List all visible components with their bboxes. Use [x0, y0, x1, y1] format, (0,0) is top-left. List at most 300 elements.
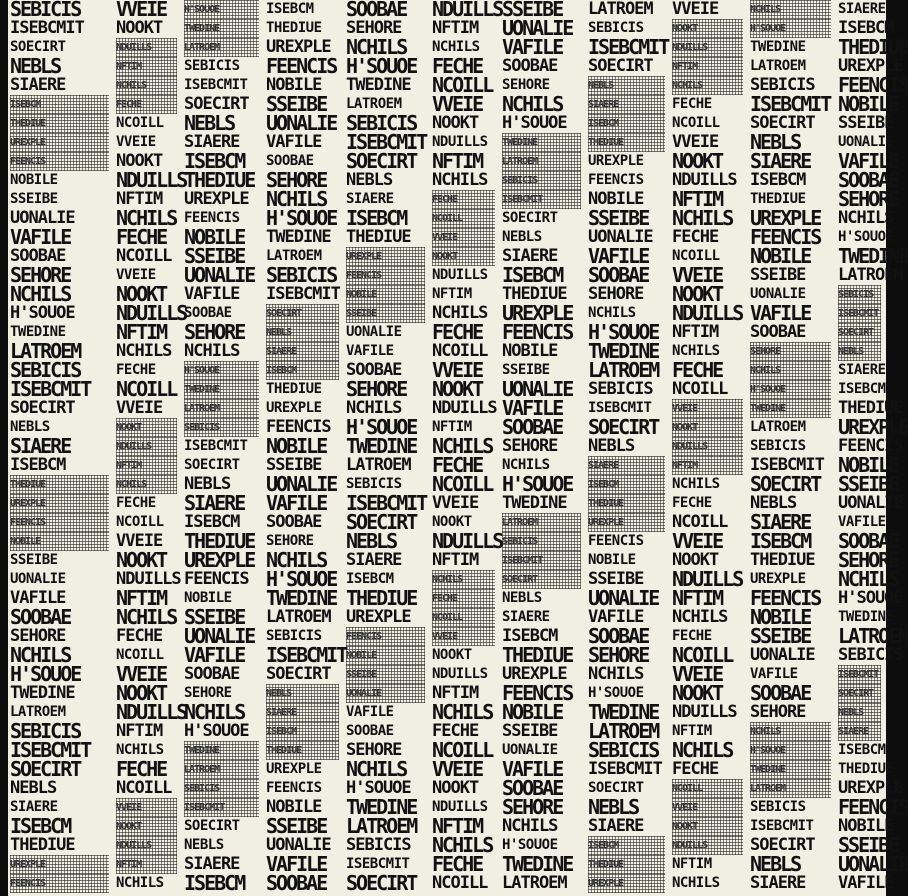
pattern-line: ISEBCM [10, 95, 109, 114]
pattern-line: ISEBCMIT [588, 400, 652, 416]
pattern-line: SEBICIS [184, 418, 259, 437]
pattern-line: NOOKT [116, 18, 163, 38]
pattern-line: SOECIRT [750, 472, 821, 496]
pattern-line: UONALIE [10, 571, 66, 587]
pattern-line: UONALIE [346, 324, 402, 340]
pattern-line: NDUILLS [432, 398, 497, 418]
pattern-line: NCOILL [432, 341, 488, 361]
pattern-line: VVEIE [116, 798, 177, 817]
pattern-line: SIAERE [10, 75, 66, 95]
pattern-line: UREXPLE [502, 301, 573, 325]
pattern-line: FEENCIS [346, 266, 425, 285]
pattern-line: TWEDINE [588, 339, 659, 363]
pattern-line: NOBILE [838, 453, 899, 477]
pattern-line: SOOBAE [184, 305, 232, 321]
pattern-line: SSEIBE [588, 569, 644, 589]
pattern-line: NFTIM [432, 683, 479, 703]
pattern-line: TWEDINE [266, 586, 337, 610]
pattern-line: NOOKT [432, 778, 479, 798]
pattern-line: FEENCIS [838, 436, 903, 456]
pattern-line: VAFILE [10, 588, 66, 608]
pattern-line: NFTIM [672, 456, 743, 475]
pattern-line: FEENCIS [838, 73, 908, 97]
pattern-line: ISEBCM [184, 871, 245, 895]
pattern-line: SEBICIS [346, 476, 402, 492]
text-column-4 [264, 0, 347, 896]
pattern-line: THEDIUE [10, 475, 109, 494]
pattern-line: TWEDINE [502, 493, 567, 513]
pattern-line: NCOILL [672, 779, 743, 798]
pattern-line: SOECIRT [588, 780, 644, 796]
pattern-line: NOBILE [10, 172, 58, 188]
pattern-line: FECHE [116, 95, 177, 114]
pattern-line: ISEBCM [346, 206, 407, 230]
pattern-line: SOOBAE [502, 56, 558, 76]
pattern-line: FECHE [672, 227, 719, 247]
pattern-line: VVEIE [432, 493, 479, 513]
pattern-line: NCOILL [672, 512, 728, 532]
pattern-line: NEBLS [502, 229, 542, 245]
pattern-line: SEHORE [10, 626, 66, 646]
pattern-line: SOOBAE [184, 664, 240, 684]
pattern-line: SOOBAE [838, 529, 899, 553]
pattern-line: FECHE [432, 453, 483, 477]
pattern-line: UONALIE [750, 645, 815, 665]
pattern-line: FECHE [432, 721, 479, 741]
pattern-line: SOECIRT [346, 149, 417, 173]
pattern-line: NOOKT [116, 681, 167, 705]
pattern-line: ISEBCM [588, 114, 665, 133]
pattern-line: SEHORE [838, 187, 899, 211]
pattern-line: SEHORE [502, 77, 550, 93]
pattern-line: H'SOUOE [502, 113, 567, 133]
pattern-line: NCHILS [502, 92, 563, 116]
pattern-line: NOOKT [116, 418, 177, 437]
pattern-line: VVEIE [672, 0, 719, 19]
pattern-line: ISEBCMIT [184, 438, 248, 454]
pattern-line: SOECIRT [502, 210, 558, 226]
pattern-line: SIAERE [346, 550, 402, 570]
pattern-line: NOBILE [838, 816, 894, 836]
pattern-line: SEBICIS [502, 171, 581, 190]
pattern-line: SEHORE [588, 643, 649, 667]
pattern-line: TWEDINE [184, 741, 259, 760]
pattern-line: NOBILE [266, 434, 327, 458]
pattern-line: SIAERE [266, 342, 339, 361]
pattern-line: NFTIM [672, 856, 712, 872]
pattern-line: VAFILE [502, 396, 563, 420]
pattern-line: NOOKT [116, 282, 167, 306]
pattern-line: SSEIBE [838, 113, 894, 133]
pattern-line: SEBICIS [10, 719, 81, 743]
pattern-line: H'SOUOE [266, 206, 337, 230]
pattern-line: SOOBAE [346, 360, 402, 380]
pattern-line: NCOILL [432, 472, 493, 496]
pattern-line: UREXPLE [10, 494, 109, 513]
pattern-line: UREXPLE [10, 855, 109, 874]
pattern-line: H'SOUOE [10, 662, 81, 686]
pattern-line: SIAERE [838, 1, 886, 17]
text-column-11 [836, 0, 908, 896]
pattern-line: NDUILLS [432, 0, 503, 21]
pattern-line: H'SOUOE [184, 361, 259, 380]
pattern-line: SOECIRT [346, 510, 417, 534]
pattern-line: THEDIUE [588, 855, 665, 874]
pattern-line: SOECIRT [10, 757, 81, 781]
pattern-line: ISEBCM [588, 475, 665, 494]
pattern-line: H'SOUOE [266, 567, 337, 591]
pattern-line: VVEIE [116, 267, 156, 283]
pattern-line: NFTIM [432, 149, 483, 173]
pattern-line: NFTIM [432, 286, 472, 302]
pattern-line: THEDIUE [750, 191, 806, 207]
pattern-line: NFTIM [116, 456, 177, 475]
pattern-line: SIAERE [184, 854, 240, 874]
pattern-line: TWEDINE [838, 244, 908, 268]
pattern-line: SEBICIS [838, 285, 881, 304]
pattern-line: VVEIE [432, 228, 495, 247]
pattern-line: NDUILLS [672, 702, 737, 722]
pattern-line: VAFILE [184, 643, 245, 667]
pattern-line: H'SOUOE [346, 415, 417, 439]
pattern-line: NOOKT [672, 282, 723, 306]
pattern-line: SOECIRT [10, 398, 75, 418]
pattern-line: VAFILE [838, 873, 894, 893]
pattern-line: LATROEM [346, 455, 411, 475]
text-column-8 [586, 0, 670, 896]
pattern-line: VVEIE [116, 531, 163, 551]
pattern-line: SIAERE [588, 95, 665, 114]
pattern-line: NFTIM [672, 322, 719, 342]
pattern-line: THEDIUE [266, 381, 322, 397]
pattern-line: TWEDINE [266, 227, 331, 247]
pattern-line: NFTIM [432, 419, 472, 435]
pattern-line: NOBILE [588, 189, 644, 209]
pattern-line: H'SOUOE [346, 778, 411, 798]
pattern-line: THEDIUE [266, 20, 322, 36]
pattern-line: FEENCIS [588, 533, 644, 549]
pattern-line: SEHORE [10, 263, 71, 287]
pattern-line: SSEIBE [184, 244, 245, 268]
pattern-line: VVEIE [672, 529, 723, 553]
pattern-line: VAFILE [588, 607, 644, 627]
pattern-line: LATROEM [10, 339, 81, 363]
pattern-line: LATROEM [346, 96, 402, 112]
pattern-line: THEDIUE [266, 741, 339, 760]
pattern-line: NCHILS [432, 700, 493, 724]
pattern-line: NCOILL [432, 209, 495, 228]
pattern-line: SEBICIS [588, 20, 644, 36]
pattern-line: ISEBCM [838, 18, 894, 38]
pattern-line: NCHILS [266, 548, 327, 572]
pattern-line: UONALIE [750, 286, 806, 302]
pattern-line: FECHE [672, 628, 712, 644]
pattern-line: ISEBCMIT [10, 377, 91, 401]
pattern-line: NOBILE [184, 590, 232, 606]
pattern-line: FECHE [432, 54, 483, 78]
pattern-line: VVEIE [432, 358, 483, 382]
pattern-line: SEBICIS [588, 738, 659, 762]
pattern-line: SOOBAE [750, 681, 811, 705]
pattern-line: NOOKT [672, 817, 743, 836]
pattern-line: NDUILLS [672, 38, 743, 57]
pattern-line: VAFILE [346, 704, 394, 720]
pattern-line: SEHORE [588, 284, 644, 304]
pattern-line: LATROEM [502, 152, 581, 171]
pattern-line: NFTIM [432, 550, 479, 570]
pattern-line: ISEBCMIT [750, 818, 814, 834]
pattern-line: VAFILE [502, 757, 563, 781]
pattern-line: LATROEM [184, 399, 259, 418]
pattern-line: ISEBCM [266, 361, 339, 380]
pattern-line: SEBICIS [502, 532, 581, 551]
pattern-line: VVEIE [116, 662, 167, 686]
text-column-10 [748, 0, 836, 896]
pattern-line: THEDIUE [838, 398, 903, 418]
pattern-line: NCHILS [346, 35, 407, 59]
pattern-line: FEENCIS [750, 225, 821, 249]
pattern-line: FEENCIS [266, 417, 331, 437]
pattern-line: SSEIBE [10, 191, 58, 207]
pattern-line: THEDIUE [502, 643, 573, 667]
pattern-line: SOECIRT [266, 664, 331, 684]
pattern-line: FECHE [432, 190, 495, 209]
pattern-line: SEBICIS [346, 111, 417, 135]
pattern-line: UREXPLE [502, 664, 567, 684]
pattern-line: ISEBCMIT [266, 643, 347, 667]
pattern-line: NFTIM [672, 723, 712, 739]
pattern-line: NCHILS [432, 434, 493, 458]
pattern-line: UREXPLE [588, 513, 665, 532]
pattern-line: UREXPLE [838, 778, 903, 798]
text-column-9 [670, 0, 748, 896]
pattern-line: NEBLS [184, 474, 231, 494]
pattern-line: VAFILE [750, 301, 811, 325]
pattern-line: NCOILL [432, 73, 493, 97]
pattern-line: NCOILL [432, 738, 493, 762]
pattern-line: NFTIM [116, 855, 177, 874]
pattern-line: SSEIBE [502, 0, 563, 21]
pattern-line: ISEBCM [588, 836, 665, 855]
pattern-line: ISEBCMIT [838, 665, 881, 684]
pattern-line: ISEBCM [266, 722, 339, 741]
pattern-line: ISEBCM [184, 149, 245, 173]
pattern-line: NCHILS [116, 206, 177, 230]
pattern-line: SOOBAE [10, 246, 66, 266]
pattern-line: ISEBCMIT [184, 798, 259, 817]
text-pattern-poster [8, 0, 908, 896]
pattern-line: LATROEM [184, 760, 259, 779]
pattern-line: LATROEM [588, 358, 659, 382]
pattern-line: NDUILLS [116, 38, 177, 57]
pattern-line: VVEIE [672, 798, 743, 817]
pattern-line: UREXPLE [184, 548, 255, 572]
pattern-line: NOBILE [502, 341, 558, 361]
pattern-line: SOOBAE [10, 605, 71, 629]
pattern-line: FEENCIS [10, 874, 109, 893]
pattern-line: NCOILL [672, 379, 728, 399]
pattern-line: UONALIE [588, 586, 659, 610]
pattern-line: NCOILL [672, 248, 720, 264]
pattern-line: NEBLS [10, 419, 50, 435]
pattern-line: SSEIBE [266, 814, 327, 838]
pattern-line: SIAERE [838, 722, 881, 741]
pattern-line: SOECIRT [588, 415, 659, 439]
pattern-line: TWEDINE [346, 75, 411, 95]
pattern-line: SOOBAE [266, 512, 322, 532]
pattern-line: NOBILE [10, 532, 109, 551]
pattern-line: NFTIM [672, 586, 723, 610]
pattern-line: NDUILLS [672, 836, 743, 855]
pattern-line: SEHORE [750, 342, 831, 361]
pattern-line: SIAERE [266, 703, 339, 722]
pattern-line: FEENCIS [266, 780, 322, 796]
pattern-line: VAFILE [346, 343, 394, 359]
pattern-line: SEBICIS [588, 379, 653, 399]
pattern-line: NEBLS [346, 170, 393, 190]
pattern-line: NFTIM [672, 187, 723, 211]
pattern-line: H'SOUOE [750, 19, 831, 38]
pattern-line: NEBLS [750, 852, 801, 876]
pattern-line: UONALIE [502, 377, 573, 401]
pattern-line: SSEIBE [502, 362, 550, 378]
pattern-line: NEBLS [10, 54, 61, 78]
pattern-line: VAFILE [838, 514, 886, 530]
pattern-line: H'SOUOE [502, 837, 558, 853]
pattern-line: THEDIUE [346, 227, 411, 247]
pattern-line: LATROEM [588, 719, 659, 743]
pattern-line: ISEBCMIT [10, 18, 84, 38]
pattern-line: SOECIRT [502, 570, 581, 589]
pattern-line: LATROEM [184, 38, 259, 57]
pattern-line: NOBILE [588, 552, 636, 568]
pattern-line: SEBICIS [266, 628, 322, 644]
pattern-line: UREXPLE [838, 415, 908, 439]
pattern-line: SEBICIS [266, 263, 337, 287]
pattern-line: SIAERE [184, 132, 240, 152]
pattern-line: NFTIM [432, 18, 479, 38]
pattern-line: NCOILL [432, 608, 495, 627]
pattern-line: THEDIUE [750, 550, 815, 570]
pattern-line: NCOILL [116, 647, 164, 663]
pattern-line: NCHILS [184, 341, 240, 361]
pattern-line: UREXPLE [266, 37, 331, 57]
pattern-line: SEHORE [502, 436, 558, 456]
pattern-line: NOBILE [266, 797, 322, 817]
pattern-line: LATROEM [266, 607, 331, 627]
pattern-line: SIAERE [502, 609, 550, 625]
pattern-line: H'SOUOE [588, 685, 644, 701]
pattern-line: NCHILS [672, 875, 720, 891]
pattern-line: FECHE [432, 320, 483, 344]
pattern-line: NOBILE [346, 646, 425, 665]
pattern-line: NFTIM [116, 320, 167, 344]
pattern-line: NFTIM [116, 189, 163, 209]
pattern-line: SIAERE [588, 816, 644, 836]
pattern-line: SIAERE [588, 456, 665, 475]
pattern-line: NEBLS [184, 837, 224, 853]
pattern-line: H'SOUOE [838, 229, 894, 245]
pattern-line: FEENCIS [184, 569, 249, 589]
pattern-line: VVEIE [672, 399, 743, 418]
pattern-line: SEBICIS [184, 58, 240, 74]
pattern-line: FEENCIS [346, 627, 425, 646]
pattern-line: FECHE [116, 362, 156, 378]
pattern-line: UONALIE [184, 624, 255, 648]
pattern-line: LATROEM [502, 513, 581, 532]
pattern-line: NCOILL [116, 778, 172, 798]
pattern-line: NCHILS [116, 475, 177, 494]
pattern-line: ISEBCMIT [502, 551, 581, 570]
pattern-line: NEBLS [266, 684, 339, 703]
pattern-line: NCHILS [502, 816, 558, 836]
pattern-line: SSEIBE [588, 206, 649, 230]
pattern-line: LATROEM [750, 419, 806, 435]
pattern-line: NCHILS [588, 664, 644, 684]
pattern-line: THEDIUE [838, 761, 894, 777]
pattern-line: VAFILE [266, 491, 327, 515]
pattern-line: SIAERE [10, 799, 58, 815]
pattern-line: FECHE [672, 495, 712, 511]
pattern-line: FECHE [116, 225, 167, 249]
pattern-line: SOECIRT [750, 835, 815, 855]
text-column-6 [430, 0, 503, 896]
pattern-line: SIAERE [750, 873, 806, 893]
pattern-line: VVEIE [116, 398, 163, 418]
pattern-line: UREXPLE [346, 247, 425, 266]
pattern-line: FEENCIS [750, 586, 821, 610]
pattern-line: FEENCIS [10, 513, 109, 532]
pattern-line: NOOKT [672, 418, 743, 437]
pattern-line: SOOBAE [346, 723, 394, 739]
pattern-line: NCOILL [116, 377, 177, 401]
pattern-line: SIAERE [750, 149, 811, 173]
pattern-line: NDUILLS [116, 301, 187, 325]
pattern-line: NDUILLS [432, 666, 488, 682]
pattern-line: SOOBAE [838, 168, 899, 192]
pattern-line: UREXPLE [588, 153, 644, 169]
pattern-line: VVEIE [116, 0, 167, 21]
pattern-line: FECHE [432, 852, 483, 876]
pattern-line: ISEBCMIT [346, 491, 427, 515]
pattern-line: NDUILLS [116, 168, 187, 192]
pattern-line: VVEIE [432, 92, 483, 116]
pattern-line: NOBILE [502, 700, 563, 724]
pattern-line: SEHORE [184, 685, 232, 701]
pattern-line: LATROEM [750, 58, 806, 74]
pattern-line: NDUILLS [672, 567, 743, 591]
pattern-line: UREXPLE [346, 607, 411, 627]
pattern-line: NEBLS [588, 76, 665, 95]
pattern-line: LATROEM [838, 624, 908, 648]
pattern-line: NDUILLS [116, 700, 187, 724]
pattern-line: SSEIBE [750, 624, 811, 648]
pattern-line: NEBLS [10, 778, 57, 798]
pattern-line: VAFILE [10, 225, 71, 249]
pattern-line: H'SOUOE [10, 303, 75, 323]
pattern-line: ISEBCMIT [750, 455, 824, 475]
pattern-line: NFTIM [116, 721, 163, 741]
pattern-line: SEHORE [346, 377, 407, 401]
pattern-line: VAFILE [184, 284, 240, 304]
pattern-line: NEBLS [266, 323, 339, 342]
pattern-line: SIAERE [346, 191, 394, 207]
pattern-line: VAFILE [502, 35, 563, 59]
pattern-line: NFTIM [672, 57, 743, 76]
pattern-line: NOOKT [116, 548, 167, 572]
pattern-line: VVEIE [116, 134, 156, 150]
pattern-line: NOOKT [672, 19, 743, 38]
